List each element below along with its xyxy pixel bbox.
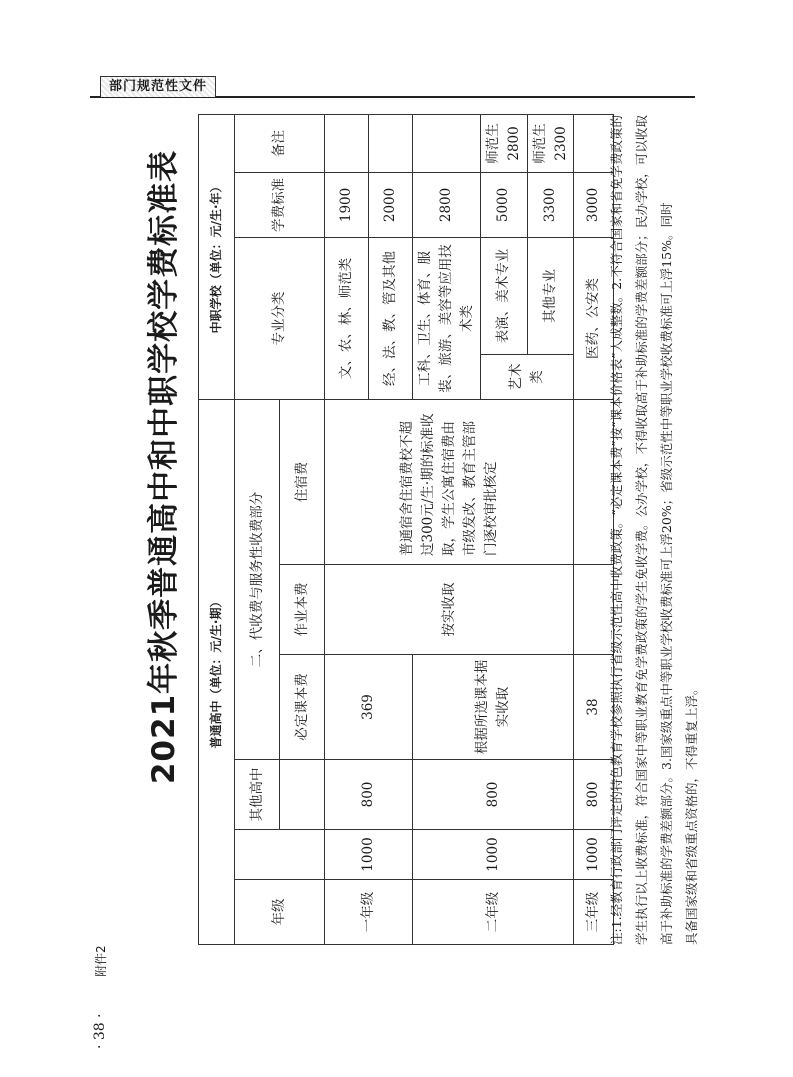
other-high-header: 其他高中: [235, 760, 280, 830]
lodging-header: 住宿费: [280, 399, 325, 564]
lodging-text: 普通宿舍住宿费校不超过300元/生·期的标准收取，学生公寓住宿费由市级发改、教育主管部门逐校审批核定: [325, 399, 574, 564]
art-label: 艺术类: [480, 354, 574, 399]
grade-1: 一年级: [325, 880, 413, 945]
service-fee-header: 二、代收费与服务性收费部分: [235, 399, 280, 759]
tuition-std-header: 学费标准: [235, 172, 325, 237]
grade-2: 二年级: [413, 880, 574, 945]
blank-cell: [280, 760, 325, 830]
remark-other: 师范生2300: [527, 114, 574, 172]
specialty-gong: 工科、卫生、体育、服装、旅游、美容等应用技术类: [413, 237, 481, 399]
section-label: 部门规范性文件: [100, 76, 216, 97]
page-title: 2021年秋季普通高中和中职学校学费标准表: [146, 149, 182, 785]
specialty-header: 专业分类: [235, 237, 325, 399]
specialty-other: 其他专业: [527, 237, 574, 354]
grade-2-textbook: 根据所选课本据实收取: [413, 655, 574, 760]
fee-jing: 2000: [369, 172, 413, 237]
grade-1-textbook: 369: [325, 655, 413, 760]
fee-wen: 1900: [325, 172, 369, 237]
homework-header: 作业本费: [280, 565, 325, 655]
group-header-vocational: 中职学校（单位：元/生·年）: [199, 114, 235, 399]
specialty-wen: 文、农、林、师范类: [325, 237, 369, 399]
remark-gong: [413, 114, 481, 172]
page-number: · 38 ·: [92, 1013, 108, 1049]
grade-2-other-high: 800: [413, 760, 574, 830]
grade-2-col1: 1000: [413, 830, 574, 880]
grade-1-col1: 1000: [325, 830, 413, 880]
fee-biaoyan: 5000: [480, 172, 527, 237]
note-continuation: 具备国家级和省级重点资格的，不得重复上浮。: [684, 682, 699, 945]
fee-other: 3300: [527, 172, 574, 237]
specialty-jing: 经、法、教、管及其他: [369, 237, 413, 399]
fee-table: [198, 114, 614, 945]
remarks-header: 备注: [235, 114, 325, 172]
grade-header: 年级: [235, 880, 325, 945]
remark-biaoyan: 师范生2800: [480, 114, 527, 172]
remark-jing: [369, 114, 413, 172]
grade-3: 三年级: [574, 880, 614, 945]
grade-3-other-high: 800: [574, 760, 614, 830]
grade-1-other-high: 800: [325, 760, 413, 830]
fee-gong: 2800: [413, 172, 481, 237]
attachment-label: 附件2: [94, 945, 108, 977]
specialty-yiyao: 医药、公安类: [574, 237, 614, 399]
remark-wen: [325, 114, 369, 172]
textbook-header: 必定课本费: [280, 655, 325, 760]
specialty-biaoyan: 表演、美术专业: [480, 237, 527, 354]
notes: [604, 115, 704, 945]
grade-3-textbook: 38: [574, 655, 614, 760]
group-header-high: 普通高中（单位：元/生·期）: [199, 399, 235, 944]
col1-header: [235, 830, 325, 880]
grade-3-col1: 1000: [574, 830, 614, 880]
fee-yiyao: 3000: [574, 172, 614, 237]
note-paragraph: 注:1.经教育行政部门评定的特色教育学校参照执行省级示范性高中收费政策。“必定课本费”按“课本价格表”人成整数。2.不符合国家和省免学费政策的学生执行以上收费标准，符合国家中等职业教育免学费政策的学生免收学费。公办学校，不得收取高于补助标准的学费差额部分；民办学校，可以收取高于补助标准的学费差额部分。3.国家级重点中等职业学校收费标准可上浮20%；省级示范性中等职业学校收费标准可上浮15%。同时: [609, 115, 674, 945]
homework-value: 按实收取: [325, 565, 574, 655]
